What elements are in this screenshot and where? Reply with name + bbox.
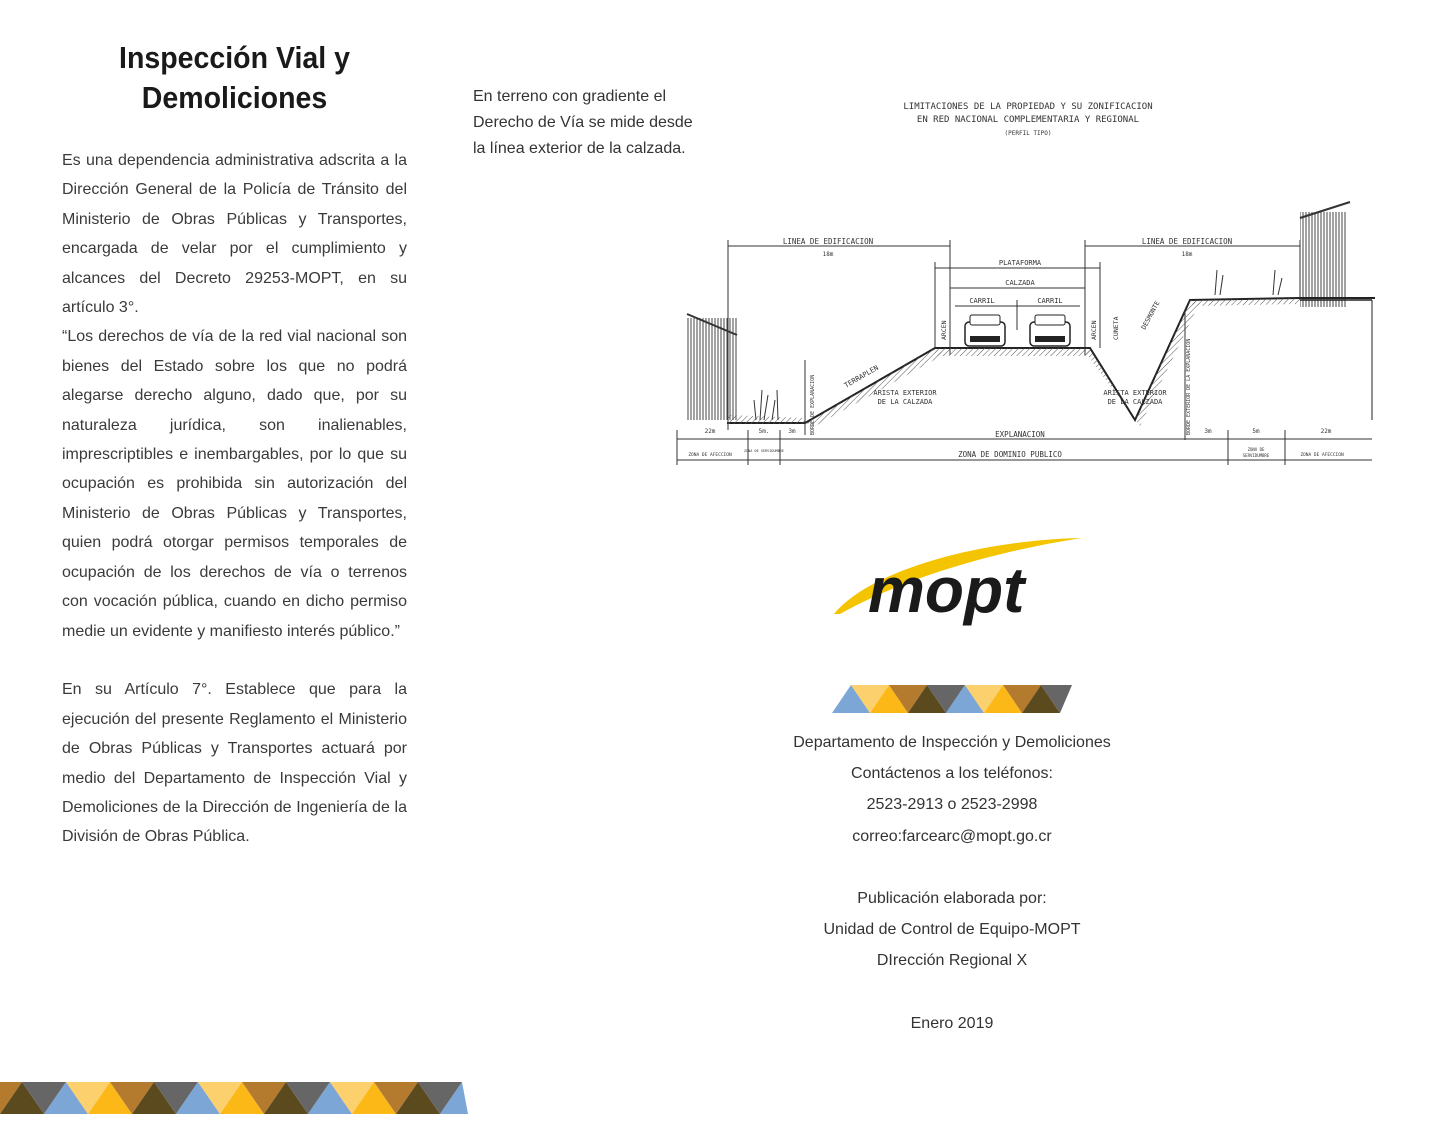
label-3m-left: 3m (788, 428, 796, 435)
published-unit: Unidad de Control de Equipo-MOPT (823, 921, 1081, 939)
label-borde-explanacion-right: BORDE EXTERIOR DE LA EXPLANACION (1186, 338, 1192, 435)
contact-block (752, 727, 1152, 1039)
label-5m-right: 5m (1252, 428, 1260, 435)
label-plataforma: PLATAFORMA (998, 259, 1042, 267)
contact-label: Contáctenos a los teléfonos: (851, 765, 1053, 783)
paragraph-quote: “Los derechos de vía de la red vial nacional son bienes del Estado sobre los que no podrá alegarse derecho alguno, dado que, por su naturaleza jurídica, son inalienables, imprescriptibles e inembargables, por lo que su ocupación es prohibida sin autorización del Ministerio de Obras Públicas y Transportes, quien podrá otorgar permisos temporales de ocupación de los derechos de vía o terrenos con vocación pública, cuando en dicho permiso medie un evidente y manifiesto interés público.” (62, 328, 407, 640)
label-carril-left: CARRIL (969, 297, 995, 305)
label-zona-servidumbre-right-1: ZONA DE (1247, 447, 1265, 452)
triangle-band-center (832, 684, 1072, 714)
right-building (1300, 212, 1346, 307)
gradient-note-line-1: En terreno con gradiente el (473, 88, 667, 105)
label-zona-dominio: ZONA DE DOMINIO PUBLICO (958, 450, 1062, 459)
label-zona-afeccion-right: ZONA DE AFECCION (1300, 453, 1344, 458)
label-5m-left: 5m. (758, 428, 770, 435)
published-region: DIrección Regional X (876, 952, 1028, 970)
contact-spacer (752, 852, 1152, 883)
label-arista-left-1: ARISTA EXTERIOR (873, 389, 937, 397)
label-cuneta: CUNETA (1112, 316, 1120, 340)
gradient-note-line-3: la línea exterior de la calzada. (473, 140, 686, 157)
label-arcen-left: ARCEN (940, 320, 948, 340)
label-zona-afeccion-left: ZONA DE AFECCION (688, 453, 732, 458)
diagram-title-3: (PERFIL TIPO) (1004, 130, 1052, 137)
vegetation (754, 270, 1282, 420)
label-arista-left-2: DE LA CALZADA (877, 398, 933, 406)
contact-spacer-2 (752, 977, 1152, 1008)
label-carril-right: CARRIL (1037, 297, 1063, 305)
page-title (76, 38, 393, 118)
label-arcen-right: ARCEN (1090, 320, 1098, 340)
label-22m-left: 22m (704, 428, 716, 435)
label-zona-servidumbre-right-2: SERVIDUMBRE (1242, 453, 1270, 458)
diagram-title-2: EN RED NACIONAL COMPLEMENTARIA Y REGIONAL (916, 115, 1140, 125)
car-left (965, 315, 1005, 346)
triangle-band-bottom-svg (0, 1081, 470, 1115)
diagram-svg (660, 90, 1380, 500)
label-18m-left: 18m (822, 251, 834, 258)
car-right (1030, 315, 1070, 346)
triangle-band-bottom (0, 1081, 470, 1115)
label-explanacion: EXPLANACION (995, 430, 1045, 439)
logo-text: mopt (868, 554, 1025, 626)
left-building (687, 318, 737, 420)
label-borde-explanacion-left: BORDE DE EXPLANACION (810, 374, 816, 435)
label-22m-right: 22m (1320, 428, 1332, 435)
label-3m-right: 3m (1204, 428, 1212, 435)
embankment-hatch (805, 348, 945, 426)
title-line-2: Demoliciones (141, 80, 328, 115)
contact-phones: 2523-2913 o 2523-2998 (866, 796, 1038, 814)
triangle-band-center-svg (832, 684, 1072, 714)
label-18m-right: 18m (1181, 251, 1193, 258)
label-terraplen: TERRAPLEN (843, 363, 880, 390)
paragraph-article7: En su Artículo 7°. Establece que para la ejecución del presente Reglamento el Ministerio de Obras Públicas y Transportes actuará por medio del Departamento de Inspección Vial y Demoliciones de la Dirección de Ingeniería de la División de Obras Pública. (62, 681, 407, 846)
gradient-note-line-2: Derecho de Vía se mide desde (473, 114, 693, 131)
contact-email: correo:farcearc@mopt.go.cr (852, 827, 1052, 845)
platform-hatch (935, 348, 1090, 356)
label-calzada: CALZADA (1005, 279, 1035, 287)
mopt-logo-svg (830, 530, 1090, 635)
title-line-1: Inspección Vial y (119, 40, 350, 75)
lower-ground-hatch (727, 415, 805, 424)
published-by-label: Publicación elaborada por: (857, 889, 1047, 907)
contact-department: Departamento de Inspección y Demoliciones (793, 734, 1111, 751)
diagram-title-1: LIMITACIONES DE LA PROPIEDAD Y SU ZONIFICACION (903, 102, 1153, 112)
label-zona-servidumbre-left: ZONA DE SERVIDUMBRE (743, 449, 785, 453)
label-linea-edificacion-left: LINEA DE EDIFICACION (782, 237, 874, 246)
ditch-hatch (1085, 300, 1200, 426)
label-linea-edificacion-right: LINEA DE EDIFICACION (1141, 237, 1233, 246)
road-cross-section-diagram (660, 90, 1380, 500)
paragraph-intro: Es una dependencia administrativa adscrita a la Dirección General de la Policía de Tránsito del Ministerio de Obras Públicas y Transportes, encargada de velar por el cumplimiento y alcances del Decreto 29253-MOPT, en su artículo 3°. (62, 152, 407, 317)
body-text (62, 146, 407, 852)
label-arista-right-2: DE LA CALZADA (1107, 398, 1163, 406)
mopt-logo (830, 530, 1090, 635)
publication-date: Enero 2019 (910, 1014, 994, 1032)
label-desmonte: DESMONTE (1139, 299, 1162, 331)
label-arista-right-1: ARISTA EXTERIOR (1103, 389, 1167, 397)
